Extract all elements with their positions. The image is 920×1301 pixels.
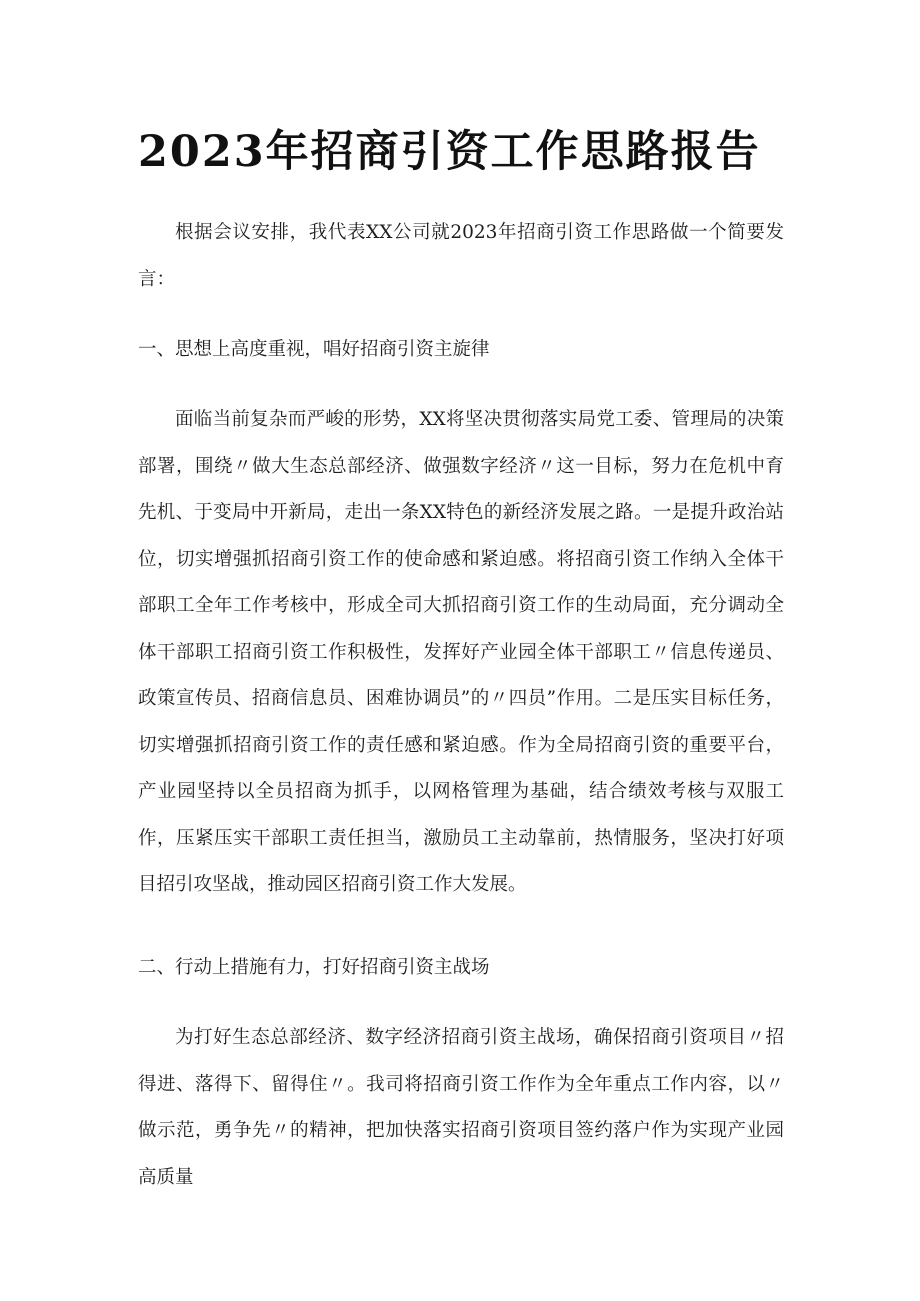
section-1-heading: 一、思想上高度重视，唱好招商引资主旋律 (138, 339, 490, 360)
section-2-paragraph: 为打好生态总部经济、数字经济招商引资主战场，确保招商引资项目〃招得进、落得下、留得住〃。我司将招商引资工作作为全年重点工作内容，以〃做示范，勇争先〃的精神，把加快落实招商引资项目签约落户作为实现产业园高质量 (138, 1027, 784, 1188)
document-title: 2023年招商引资工作思路报告 (138, 127, 761, 177)
section-1-paragraph: 面临当前复杂而严峻的形势，XX将坚决贯彻落实局党工委、管理局的决策部署，围绕〃做大生态总部经济、做强数字经济〃这一目标，努力在危机中育先机、于变局中开新局，走出一条XX特色的新经济发展之路。一是提升政治站位，切实增强抓招商引资工作的使命感和紧迫感。将招商引资工作纳入全体干部职工全年工作考核中，形成全司大抓招商引资工作的生动局面，充分调动全体干部职工招商引资工作积极性，发挥好产业园全体干部职工〃信息传递员、政策宣传员、招商信息员、困难协调员”的〃四员”作用。二是压实目标任务，切实增强抓招商引资工作的责任感和紧迫感。作为全局招商引资的重要平台，产业园坚持以全员招商为抓手，以网格管理为基础，结合绩效考核与双服工作，压紧压实干部职工责任担当，激励员工主动靠前，热情服务，坚决打好项目招引攻坚战，推动园区招商引资工作大发展。 (138, 409, 784, 895)
intro-paragraph: 根据会议安排，我代表XX公司就2023年招商引资工作思路做一个简要发言： (138, 222, 784, 290)
section-2-heading: 二、行动上措施有力，打好招商引资主战场 (138, 957, 490, 978)
